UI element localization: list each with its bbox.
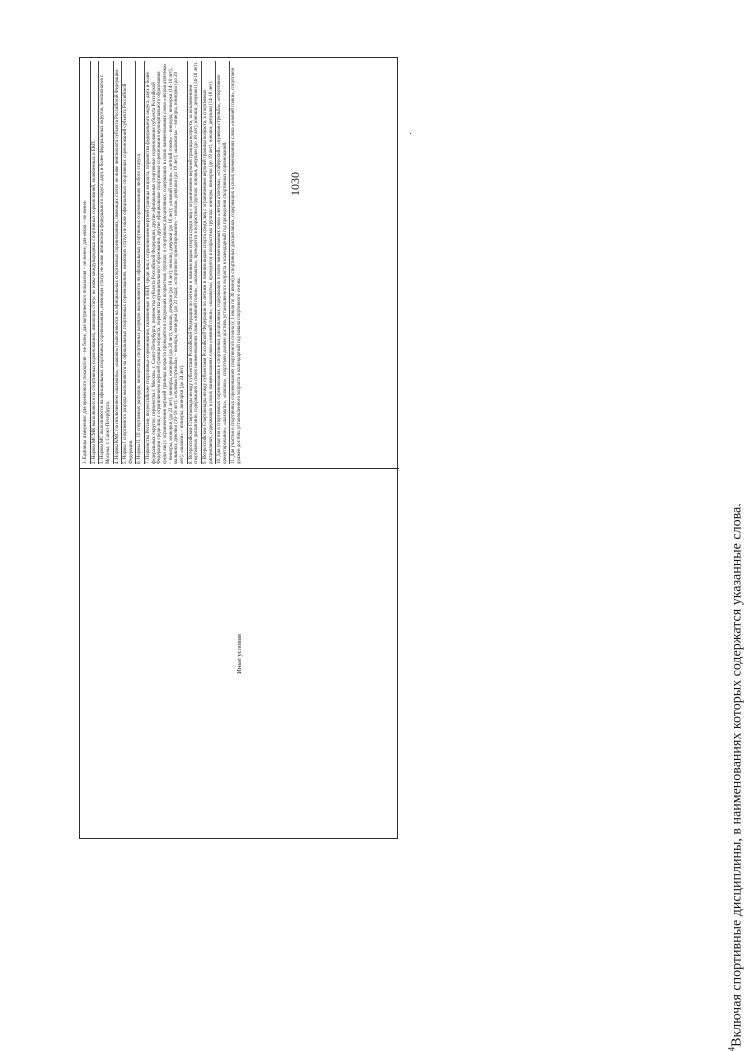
page-number: 1030 <box>288 172 302 196</box>
conditions-content-cell <box>80 57 399 468</box>
condition-item: 10. Для участия в спортивных соревнованиях в спортивных дисциплинах, содержащих в своих наименованиях слова «легкая атлетика», «стайерский», «пулевая стрельба», «спортивное ориентирование», «шахматы», «шашки», спортсмен должен достичь установленного возраста в календарный год проведения спортивных соревнований. <box>216 61 230 464</box>
footnote-line <box>727 503 745 1051</box>
conditions-table <box>79 57 398 839</box>
condition-item: 3. Нормы МС выполняются на официальных спортивных соревнованиях, имеющих статус не ниже чемпионата федерального округа, двух и более федеральных округов, чемпионатов г. Москвы, г. Санкт-Петербурга. <box>99 61 113 464</box>
condition-item: 11. Для участия в спортивных соревнованиях спортивного сезона (с 1 июля по 30 июня) в спортивных дисциплинах, содержащих в своих наименованиях слова «зимний гонки», спортсмен должен достичь установленного возраста в календарный год начала спортивного сезона. <box>231 67 243 464</box>
condition-item: 7. Первенства России, всероссийские спортивные соревнования, включенные в ЕКП, среди лиц с ограничением верхней границы возраста, первенства федерального округа, двух и более федеральных округов, первенства г. Москвы, г. Санкт-Петербурга, первенства субъекта Российской Федерации, другие официальные спортивные соревнования субъекта Российской Федерации среди лиц с ограничением верхней границы возраста, первенства муниципального образования, другие официальные спортивные соревнования муниципального образования среди лиц с ограничением верхней границы возраста проводятся в следующих возрастных группах: в спортивных дисциплинах, содержащих в своих наименованиях слова «легкая атлетика» – юниоры, юниорки (до 23 лет), юниоры, юниорки (до 20 лет), юноши, девушки (до 18 лет), юноши, девушки (до 16 лет); «зимний гонки», «летний гонки» – юниоры, юниорки (14-18 лет), мальчики, девочки (10-18 лет); «пулевая стрельба» – юниоры, юниорки (до 21 года); «спортивное ориентирование» – юноши, девушки (до 19 лет); «шахматы» – юниоры, юниорки (до 20 лет); «шашки» – юниоры, юниорки (до 24 лет). <box>145 61 187 464</box>
footnote-mark: 4 <box>726 1046 737 1051</box>
condition-item: 8. Всероссийские Спартакиады между субъектами Российской Федерации по летним и зимним видам спорта среди лиц с ограничением верхней границы возраста, за исключением спортивных дисциплин, содержащих в своих наименованиях слова «зимний гонки», «шахматы», проводятся в возрастных группах: юноши, девушки (до 18 лет), юноши, девушки (14-18 лет). <box>188 61 202 464</box>
condition-item: 1. Единицы измерения: для временного показателя – не более, для метрического показателя – не менее, для очков – не менее. <box>82 61 91 464</box>
condition-item: 2. Нормы МСМК выполняются на спортивных соревнованиях, имеющих статус не ниже международных спортивных соревнований, включенных в ЕКП. <box>91 61 100 464</box>
footnote-text: Включая спортивные дисциплины, в наименованиях которых содержатся указанные слова. <box>729 503 745 1047</box>
conditions-table-body <box>80 57 399 839</box>
scan-speck <box>410 133 411 134</box>
condition-item: 5. Нормы I спортивного разряда выполняются на официальных спортивных соревнованиях, имеющих статус не ниже официальных спортивных соревнований субъекта Российской Федерации. <box>122 61 136 464</box>
condition-item: 6. Нормы II, III спортивных разрядов, юношеских спортивных разрядов выполняются на официальных спортивных соревнованиях любого статуса. <box>136 61 145 464</box>
conditions-label-cell <box>80 468 399 839</box>
condition-item: 4. Нормы КМС (за исключением «шахматы», «шашки») выполняются на официальных спортивных соревнованиях, имеющих статус не ниже чемпионата субъекта Российской Федерации. <box>114 61 123 464</box>
condition-item: 9. Всероссийские Спартакиады между субъектами Российской Федерации по летним и зимним видам спорта среди лиц с ограничением верхней границы возраста, в спортивных дисциплинах, содержащих в своих наименованиях слова «зимний гонки», «шахматы», проводятся в возрастных группах: юниоры, юниорки (до 19 лет), юноши, девушки (14-18 лет). <box>202 61 216 464</box>
footnote <box>565 503 745 1051</box>
conditions-label: Иные условия <box>235 634 243 674</box>
